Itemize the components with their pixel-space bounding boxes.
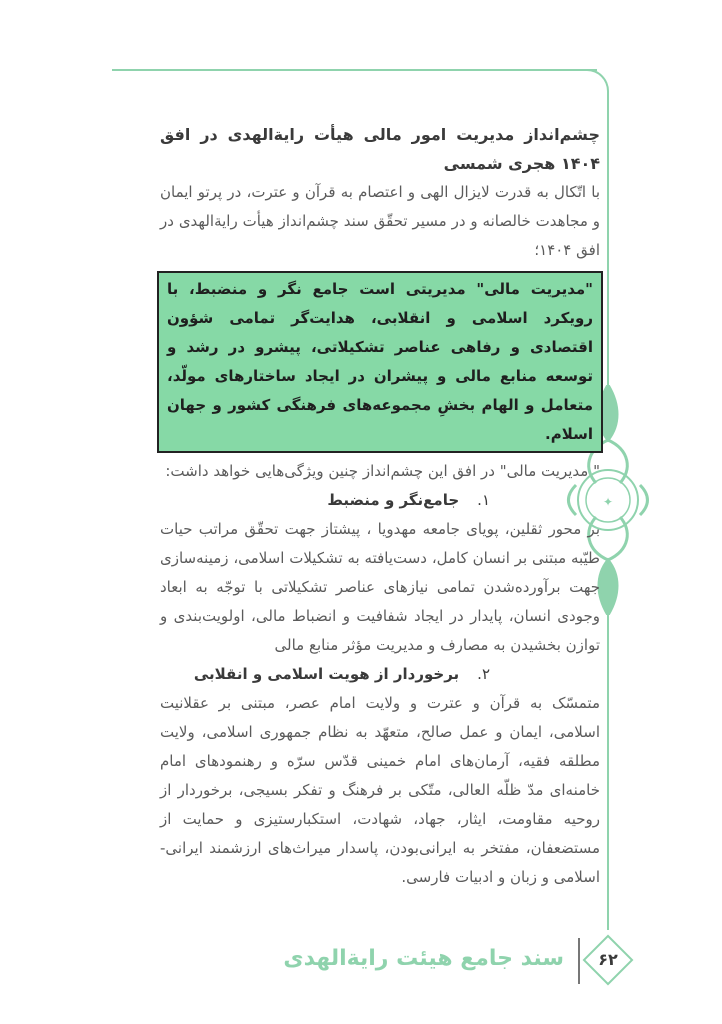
frame-corner (585, 69, 609, 103)
list-item-title-text: برخوردار از هویت اسلامی و انقلابی (193, 665, 460, 683)
list-item-number: ۲. (477, 665, 490, 683)
list-item-title-2 (160, 660, 600, 689)
footer-divider (578, 938, 580, 984)
frame-right-line-lower (607, 610, 609, 930)
frame-right-line (607, 100, 609, 390)
list-item-text-1: بر محور ثقلین، پویای جامعه مهدویا ، پیشتاز جهت تحقّق مراتب حیات طیّبه مبتنی بر انسان کامل، دست‌یافته به تشکیلات اسلامی، زمینه‌سازی جهت برآورده‌شدن تمامی نیازهای عناصر تشکیلاتی با توجّه به ابعاد وجودی انسان، پایدار در ایجاد شفافیت و انضباط مالی، اولویت‌بندی و توازن بخشیدن به مصارف و مدیریت مؤثر منابع مالی (160, 520, 600, 654)
footer-title: سند جامع هیئت رایة‌الهدی (283, 946, 564, 971)
intro-paragraph: با اتّکال به قدرت لایزال الهی و اعتصام به قرآن و عترت، در پرتو ایمان و مجاهدت خالصانه و در مسیر تحقّق سند چشم‌انداز هیأت رایة‌الهدی در افق ۱۴۰۴؛ (160, 183, 600, 259)
frame-top-line (112, 69, 597, 71)
list-item-title-1 (160, 486, 600, 515)
page-content (160, 120, 600, 892)
list-item-text-2: متمسّک به قرآن و عترت و ولایت امام عصر، مبتنی بر عقلانیت اسلامی، ایمان و عمل صالح، متعهّد به نظام جمهوری اسلامی، ولایت مطلقه فقیه، آرمان‌های امام خمینی قدّس سرّه و رهنمودهای امام خامنه‌ای مدّ ظلّه العالی، متّکی بر فرهنگ و تفکر بسیجی، برخوردار از روحیه مقاومت، ایثار، جهاد، شهادت، استکبارستیزی و حمایت از مستضعفان، مفتخر به ایرانی‌بودن، پاسدار میراث‌های ارزشمند ایرانی-اسلامی و زبان و ادبیات فارسی. (160, 694, 600, 886)
after-highlight-paragraph: " مدیریت مالی" در افق این چشم‌انداز چنین ویژگی‌هایی خواهد داشت: (165, 462, 600, 480)
svg-text:✦: ✦ (602, 495, 614, 509)
page-number: ۶۲ (598, 950, 618, 969)
page-heading: چشم‌انداز مدیریت امور مالی هیأت رایة‌الهدی در افق ۱۴۰۴ هجری شمسی (160, 125, 600, 173)
list-item-number: ۱. (477, 491, 490, 509)
list-item-title-text: جامع‌نگر و منضبط (327, 491, 460, 509)
highlight-box: "مدیریت مالی" مدیریتی است جامع نگر و منضبط، با رویکرد اسلامی و انقلابی، هدایت‌گر تمامی شؤون اقتصادی و رفاهی عناصر تشکیلاتی، پیشرو در رشد و توسعه منابع مالی و پیشران در ایجاد ساختارهای مولّد، متعامل و الهام بخشِ مجموعه‌های فرهنگی کشور و جهان اسلام. (157, 271, 603, 453)
